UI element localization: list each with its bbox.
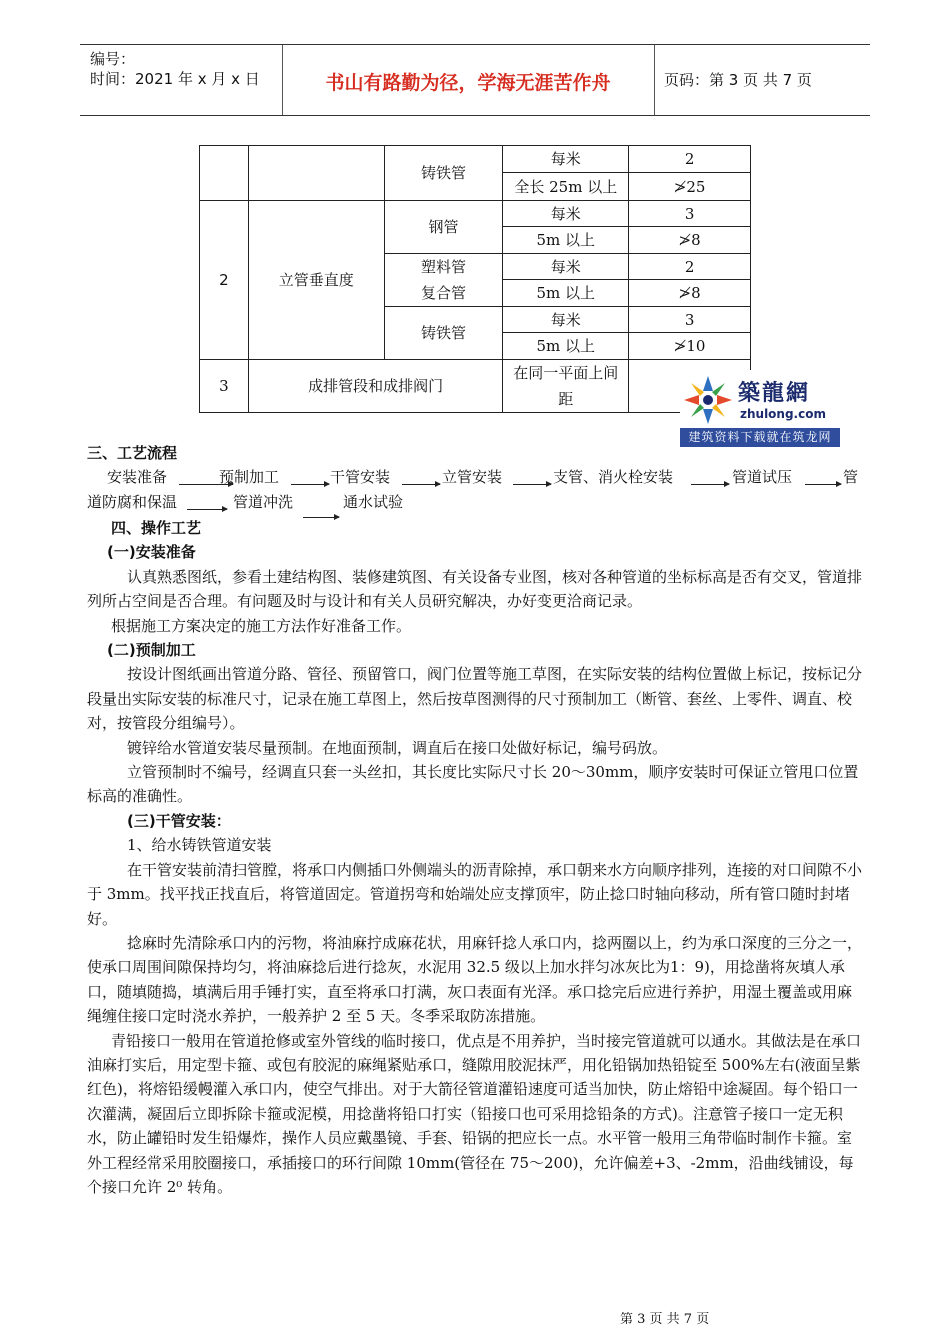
flow-step: 立管安装: [442, 468, 503, 486]
table-cell-value: 3: [629, 201, 751, 227]
material-line: 复合管: [421, 284, 467, 302]
flow-step: 管道冲洗: [233, 493, 294, 511]
tolerance-table: [199, 145, 751, 413]
table-cell-item: 成排管段和成排阀门: [248, 360, 502, 413]
snowflake-logo-icon: [682, 374, 734, 426]
flow-step: 道防腐和保温: [87, 493, 178, 511]
table-cell-no: 3: [200, 360, 249, 413]
header-number: 编号：: [90, 50, 136, 68]
table-cell-no: 2: [200, 201, 249, 360]
arrow-right-icon: [691, 484, 729, 485]
header-meta: [90, 49, 260, 89]
table-cell-label: 5m 以上: [503, 227, 629, 254]
subsection-title: (二)预制加工: [107, 641, 196, 660]
table-cell-material: 铸铁管: [384, 146, 503, 201]
table-cell-label: 每米: [503, 146, 629, 173]
zhulong-logo: [680, 370, 840, 448]
paragraph: 在干管安装前清扫管膛，将承口内侧插口外侧端头的沥青除掉，承口朝来水方向顺序排列，连接的对口间隙不小于 3mm。找平找正找直后，将管道固定。管道拐弯和始端处应支撑顶牢，防止捻口时轴向移动，所有管口随时封堵好。: [87, 860, 863, 928]
logo-title: 築龍網: [738, 381, 811, 406]
arrow-right-icon: [291, 484, 329, 485]
section-3-title: 三、工艺流程: [87, 444, 178, 462]
desc-line: 距: [558, 390, 574, 408]
flow-step: 安装准备: [107, 468, 168, 486]
process-flow: [87, 464, 863, 524]
table-cell-value: ≯25: [629, 173, 751, 201]
logo-band: 建筑资料下载就在筑龙网: [680, 428, 840, 447]
paragraph: 根据施工方案决定的施工方法作好准备工作。: [111, 616, 412, 635]
table-cell-value: ≯8: [629, 280, 751, 307]
header-page-number: 页码：第 3 页 共 7 页: [664, 71, 812, 89]
flow-step: 通水试验: [343, 493, 404, 511]
page-footer: 第 3 页 共 7 页: [620, 1312, 710, 1327]
table-cell-item: 立管垂直度: [248, 201, 384, 360]
page-header: [80, 44, 870, 116]
section-4-title: 四、操作工艺: [111, 519, 202, 537]
table-cell: [200, 146, 249, 201]
subsection-title: (一)安装准备: [107, 543, 196, 562]
table-cell-value: ≯10: [629, 333, 751, 360]
table-cell-value: 2: [629, 254, 751, 280]
material-line: 塑料管: [421, 258, 467, 276]
table-cell-desc: [503, 360, 629, 413]
table-cell-material: 铸铁管: [384, 307, 503, 360]
paragraph: 认真熟悉图纸，参看土建结构图、装修建筑图、有关设备专业图，核对各种管道的坐标标高是否有交叉，管道排列所占空间是否合理。有问题及时与设计和有关人员研究解决，办好变更洽商记录。: [87, 567, 863, 611]
table-cell-material: 钢管: [384, 201, 503, 254]
desc-line: 在同一平面上间: [513, 364, 619, 382]
table-cell-label: 每米: [503, 201, 629, 227]
flow-step: 预制加工: [219, 468, 280, 486]
header-time: 时间：2021 年 x 月 x 日: [90, 70, 260, 88]
table-cell: [248, 146, 384, 201]
table-cell-value: 3: [629, 307, 751, 333]
table-cell-value: ≯8: [629, 227, 751, 254]
header-motto: 书山有路勤为径，学海无涯苦作舟: [325, 72, 611, 94]
table-cell-label: 全长 25m 以上: [503, 173, 629, 201]
table-cell-label: 5m 以上: [503, 333, 629, 360]
table-cell-value: 2: [629, 146, 751, 173]
arrow-right-icon: [402, 484, 440, 485]
flow-step: 支管、消火栓安装: [553, 468, 674, 486]
header-divider: [654, 45, 655, 115]
flow-step: 管: [843, 468, 859, 486]
table-cell-material: [384, 254, 503, 307]
table-cell-label: 每米: [503, 254, 629, 280]
paragraph: 捻麻时先清除承口内的污物，将油麻拧成麻花状，用麻钎捻人承口内，捻两圈以上，约为承口深度的三分之一，使承口周围间隙保持均匀，将油麻捻后进行捻灰，水泥用 32.5 级以上加水拌匀冰灰比为1：9)，用捻凿将灰填人承口，随填随捣，填满后用手锤打实，直至将承口打满，灰口表面有光泽。承口捻完后应进行养护，用湿土覆盖或用麻绳缠住接口定时浇水养护，一般养护 2 至 5 天。冬季采取防冻措施。: [87, 933, 863, 1026]
table-cell-label: 5m 以上: [503, 280, 629, 307]
section-4: [87, 516, 863, 1199]
paragraph: 立管预制时不编号，经调直只套一头丝扣，其长度比实际尺寸长 20～30mm，顺序安装时可保证立管甩口位置标高的准确性。: [87, 763, 859, 806]
paragraph: 青铅接口一般用在管道抢修或室外管线的临时接口，优点是不用养护，当时接完管道就可以通水。其做法是在承口油麻打实后，用定型卡箍、或包有胶泥的麻绳紧贴承口，缝隙用胶泥抹严，用化铅锅加热铅锭至 500%左右(液面呈紫红色)，将熔铅缓幔灌入承口内，使空气排出。对于大箭径管道灌铅速度可适当加快，防止熔铅中途凝固。每个铅口一次灌满，凝固后立即拆除卡箍或泥模，用捻凿将铅口打实（铅接口也可采用捻铅条的方式)。注意管子接口一定无积水，防止罐铅时发生铅爆炸，操作人员应戴墨镜、手套、铅锅的把应长一点。水平管一般用三角带临时制作卡箍。室外工程经常采用胶圈接口，承插接口的环行间隙 10mm(管径在 75～200)，允许偏差+3、-2mm，沿曲线铺设，每个接口允许 2⁰ 转角。: [87, 1031, 862, 1196]
paragraph: 按设计图纸画出管道分路、管径、预留管口，阀门位置等施工草图，在实际安装的结构位置做上标记，按标记分段量出实际安装的标准尺寸，记录在施工草图上，然后按草图测得的尺寸预制加工（断管、套丝、上零件、调直、校对，按管段分组编号）。: [87, 665, 863, 733]
subsection-title: (三)干管安装：: [127, 811, 231, 830]
arrow-right-icon: [513, 484, 551, 485]
paragraph: 1、给水铸铁管道安装: [127, 836, 272, 855]
arrow-right-icon: [187, 509, 227, 510]
arrow-right-icon: [805, 484, 841, 485]
flow-step: 管道试压: [732, 468, 793, 486]
table-cell-label: 每米: [503, 307, 629, 333]
flow-step: 干管安装: [330, 468, 391, 486]
paragraph: 镀锌给水管道安装尽量预制。在地面预制，调直后在接口处做好标记，编号码放。: [127, 738, 668, 757]
logo-url: zhulong.com: [740, 407, 826, 421]
